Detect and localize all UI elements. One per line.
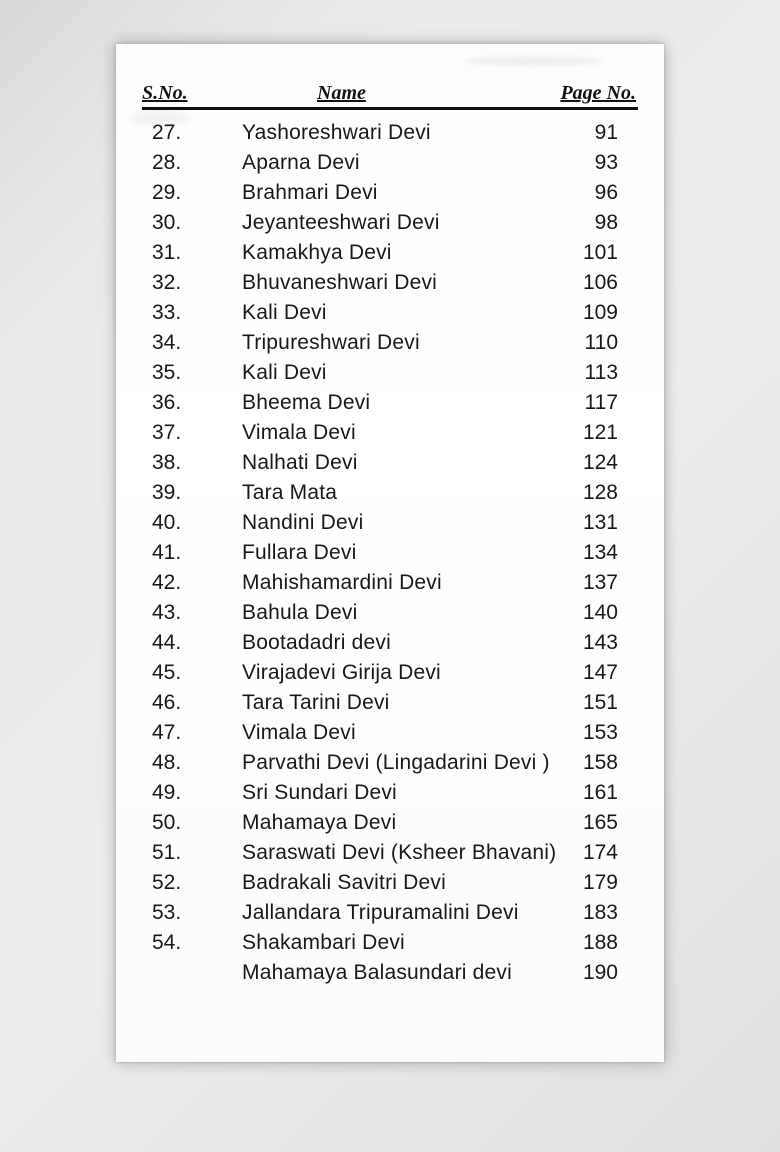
- row-serial-number: 47.: [152, 721, 182, 744]
- document-page: [116, 44, 664, 1062]
- table-row: [142, 928, 638, 958]
- row-serial-number: 46.: [152, 691, 182, 714]
- row-page-number: 96: [594, 181, 618, 204]
- row-name: Vimala Devi: [242, 721, 356, 744]
- table-row: [142, 958, 638, 988]
- row-page-number: 153: [582, 721, 618, 744]
- row-serial-number: 32.: [152, 271, 182, 294]
- table-row: [142, 208, 638, 238]
- row-page-number: 161: [582, 781, 618, 804]
- row-page-number: 143: [582, 631, 618, 654]
- row-serial-number: 52.: [152, 871, 182, 894]
- row-page-number: 128: [582, 481, 618, 504]
- row-name: Tripureshwari Devi: [242, 331, 420, 354]
- row-name: Bheema Devi: [242, 391, 371, 414]
- row-serial-number: 53.: [152, 901, 182, 924]
- row-page-number: 131: [582, 511, 618, 534]
- row-page-number: 121: [582, 421, 618, 444]
- row-page-number: 158: [582, 751, 618, 774]
- row-serial-number: 43.: [152, 601, 182, 624]
- header-name: Name: [317, 82, 366, 104]
- row-page-number: 147: [582, 661, 618, 684]
- row-name: Virajadevi Girija Devi: [242, 661, 441, 684]
- table-row: [142, 118, 638, 148]
- table-row: [142, 568, 638, 598]
- row-serial-number: 44.: [152, 631, 182, 654]
- row-name: Bootadadri devi: [242, 631, 391, 654]
- row-name: Aparna Devi: [242, 151, 360, 174]
- row-serial-number: 36.: [152, 391, 182, 414]
- row-page-number: 165: [582, 811, 618, 834]
- header-page-number: Page No.: [560, 82, 636, 104]
- row-page-number: 151: [582, 691, 618, 714]
- row-serial-number: 37.: [152, 421, 182, 444]
- row-page-number: 106: [582, 271, 618, 294]
- table-row: [142, 508, 638, 538]
- row-name: Badrakali Savitri Devi: [242, 871, 446, 894]
- row-serial-number: 45.: [152, 661, 182, 684]
- table-row: [142, 658, 638, 688]
- row-page-number: 174: [582, 841, 618, 864]
- row-page-number: 183: [582, 901, 618, 924]
- row-serial-number: 49.: [152, 781, 182, 804]
- table-row: [142, 808, 638, 838]
- row-page-number: 117: [584, 391, 618, 414]
- table-row: [142, 688, 638, 718]
- table-row: [142, 838, 638, 868]
- table-row: [142, 478, 638, 508]
- row-page-number: 101: [582, 241, 618, 264]
- row-name: Nalhati Devi: [242, 451, 358, 474]
- row-serial-number: 30.: [152, 211, 182, 234]
- row-name: Parvathi Devi (Lingadarini Devi ): [242, 751, 550, 774]
- row-serial-number: 41.: [152, 541, 182, 564]
- row-name: Yashoreshwari Devi: [242, 121, 431, 144]
- row-serial-number: 54.: [152, 931, 182, 954]
- row-name: Sri Sundari Devi: [242, 781, 397, 804]
- row-name: Brahmari Devi: [242, 181, 378, 204]
- row-name: Mahamaya Devi: [242, 811, 397, 834]
- row-serial-number: 35.: [152, 361, 182, 384]
- table-row: [142, 178, 638, 208]
- table-row: [142, 388, 638, 418]
- table-row: [142, 358, 638, 388]
- row-serial-number: 28.: [152, 151, 182, 174]
- row-page-number: 134: [582, 541, 618, 564]
- table-row: [142, 448, 638, 478]
- table-row: [142, 538, 638, 568]
- table-row: [142, 748, 638, 778]
- row-serial-number: 27.: [152, 121, 182, 144]
- table-row: [142, 898, 638, 928]
- row-name: Vimala Devi: [242, 421, 356, 444]
- row-serial-number: 51.: [152, 841, 182, 864]
- scan-smudge: [464, 56, 604, 66]
- toc-rows: [142, 118, 638, 988]
- row-serial-number: 29.: [152, 181, 182, 204]
- row-serial-number: 48.: [152, 751, 182, 774]
- row-serial-number: 40.: [152, 511, 182, 534]
- row-serial-number: 33.: [152, 301, 182, 324]
- header-serial-number: S.No.: [142, 82, 188, 104]
- table-row: [142, 328, 638, 358]
- row-name: Kali Devi: [242, 361, 327, 384]
- table-row: [142, 778, 638, 808]
- scan-background: [0, 44, 780, 1152]
- table-row: [142, 868, 638, 898]
- row-serial-number: 42.: [152, 571, 182, 594]
- row-page-number: 190: [582, 961, 618, 984]
- toc-header-row: [142, 84, 638, 110]
- row-name: Jeyanteeshwari Devi: [242, 211, 440, 234]
- table-row: [142, 598, 638, 628]
- row-name: Mahishamardini Devi: [242, 571, 442, 594]
- table-row: [142, 718, 638, 748]
- table-row: [142, 418, 638, 448]
- row-page-number: 179: [582, 871, 618, 894]
- table-row: [142, 238, 638, 268]
- table-row: [142, 268, 638, 298]
- row-page-number: 109: [582, 301, 618, 324]
- row-page-number: 110: [584, 331, 618, 354]
- row-name: Bhuvaneshwari Devi: [242, 271, 438, 294]
- row-page-number: 91: [594, 121, 618, 144]
- row-page-number: 124: [582, 451, 618, 474]
- row-name: Nandini Devi: [242, 511, 364, 534]
- row-serial-number: 31.: [152, 241, 182, 264]
- row-serial-number: 34.: [152, 331, 182, 354]
- row-serial-number: 39.: [152, 481, 182, 504]
- row-name: Bahula Devi: [242, 601, 358, 624]
- row-page-number: 113: [584, 361, 618, 384]
- table-row: [142, 628, 638, 658]
- row-name: Tara Tarini Devi: [242, 691, 390, 714]
- row-page-number: 98: [594, 211, 618, 234]
- row-page-number: 93: [594, 151, 618, 174]
- toc-table: [142, 84, 638, 988]
- row-page-number: 140: [582, 601, 618, 624]
- table-row: [142, 148, 638, 178]
- row-name: Saraswati Devi (Ksheer Bhavani): [242, 841, 557, 864]
- row-name: Mahamaya Balasundari devi: [242, 961, 512, 984]
- row-page-number: 188: [582, 931, 618, 954]
- scan-smudge: [130, 110, 190, 126]
- row-page-number: 137: [582, 571, 618, 594]
- table-row: [142, 298, 638, 328]
- row-name: Tara Mata: [242, 481, 338, 504]
- row-name: Fullara Devi: [242, 541, 357, 564]
- row-name: Shakambari Devi: [242, 931, 405, 954]
- row-serial-number: 50.: [152, 811, 182, 834]
- row-name: Jallandara Tripuramalini Devi: [242, 901, 519, 924]
- row-serial-number: 38.: [152, 451, 182, 474]
- row-name: Kamakhya Devi: [242, 241, 392, 264]
- row-name: Kali Devi: [242, 301, 327, 324]
